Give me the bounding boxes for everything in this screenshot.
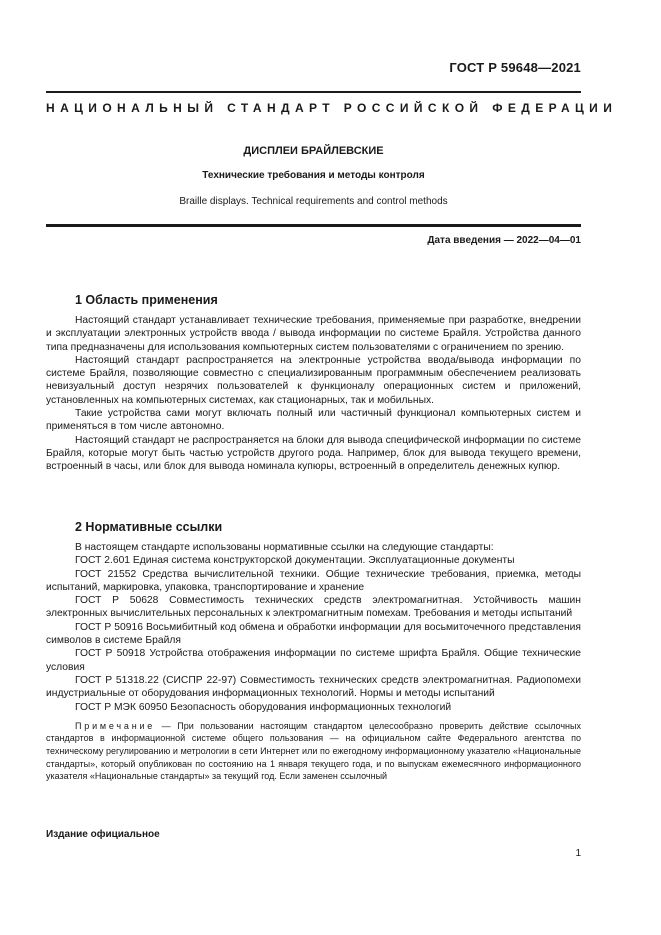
top-rule	[46, 91, 581, 93]
reference-item: ГОСТ Р МЭК 60950 Безопасность оборудования информационных технологий	[75, 701, 452, 713]
section-2-heading: 2 Нормативные ссылки	[75, 520, 223, 534]
section-scope	[46, 293, 581, 474]
section-1-heading: 1 Область применения	[75, 293, 218, 307]
reference-item: ГОСТ 2.601 Единая система конструкторской документации. Эксплуатационные документы	[75, 555, 515, 567]
scope-paragraph: Настоящий стандарт распространяется на электронные устройства ввода/вывода информации по системе Брайля, позволяющие совместно с специализированным программным обеспечением реализовать невизуальный доступ незрячих пользователей к функционалу операционных систем и приложений, установленных на компьютерных системах, как стационарных, так и мобильных.	[46, 354, 581, 406]
document-code: ГОСТ Р 59648—2021	[449, 60, 581, 75]
note-text: — При пользовании настоящим стандартом целесообразно проверить действие ссылочных стандартов в информационной системе общего пользования — на официальном сайте Федерального агентства по техническому регулированию и метрологии в сети Интернет или по ежегодному информационному указателю «Национальные стандарты», который опубликован по состоянию на 1 января текущего года, и по выпускам ежемесячного информационного указателя «Национальные стандарты» за текущий год. Если заменен ссылочный	[46, 720, 581, 782]
reference-item: ГОСТ Р 51318.22 (СИСПР 22-97) Совместимость технических средств электромагнитная. Радиопомехи индустриальные от оборудования информационных технологий. Нормы и методы испытаний	[46, 674, 581, 700]
introduction-date: Дата введения — 2022—04—01	[427, 235, 581, 246]
page-number: 1	[575, 848, 581, 859]
national-standard-banner: НАЦИОНАЛЬНЫЙ СТАНДАРТ РОССИЙСКОЙ ФЕДЕРАЦИИ	[46, 101, 618, 115]
scope-paragraph: Настоящий стандарт не распространяется на блоки для вывода специфической информации по системе Брайля, которые могут быть частью устройств другого рода. Например, блок для вывода текущего времени, встроенный в часы, или блок для вывода номинала купюры, встроенный в определитель денежных купюр.	[46, 434, 581, 473]
scope-paragraph: Такие устройства сами могут включать полный или частичный функционал компьютерных систем и применяться в том числе автономно.	[46, 408, 581, 433]
scope-paragraph: Настоящий стандарт устанавливает технические требования, применяемые при разработке, внедрении и эксплуатации электронных устройств ввода / вывода информации по системе Брайля. Устройства данного типа предназначены для использования компьютерных систем пользователями с ограничением по зрению.	[46, 315, 581, 353]
english-title: Braille displays. Technical requirements and control methods	[179, 196, 448, 207]
note-label: Примечание	[75, 720, 156, 731]
reference-item: В настоящем стандарте использованы нормативные ссылки на следующие стандарты:	[75, 542, 494, 553]
note-paragraph	[46, 720, 581, 783]
reference-item: ГОСТ Р 50916 Восьмибитный код обмена и обработки информации для восьмиточечного представления символов в системе Брайля	[46, 621, 581, 647]
title-rule	[46, 224, 581, 227]
document-title: ДИСПЛЕИ БРАЙЛЕВСКИЕ	[243, 145, 384, 157]
section-normative-references	[46, 520, 581, 783]
document-subtitle: Технические требования и методы контроля	[202, 170, 425, 181]
reference-item: ГОСТ Р 50918 Устройства отображения информации по системе шрифта Брайля. Общие технические условия	[46, 648, 581, 673]
reference-item: ГОСТ 21552 Средства вычислительной техники. Общие технические требования, приемка, методы испытаний, маркировка, упаковка, транспортирование и хранение	[46, 568, 581, 593]
reference-item: ГОСТ Р 50628 Совместимость технических средств электромагнитная. Устойчивость машин электронных вычислительных персональных к электромагнитным помехам. Требования и методы испытаний	[46, 595, 581, 620]
official-edition-label: Издание официальное	[46, 829, 160, 840]
